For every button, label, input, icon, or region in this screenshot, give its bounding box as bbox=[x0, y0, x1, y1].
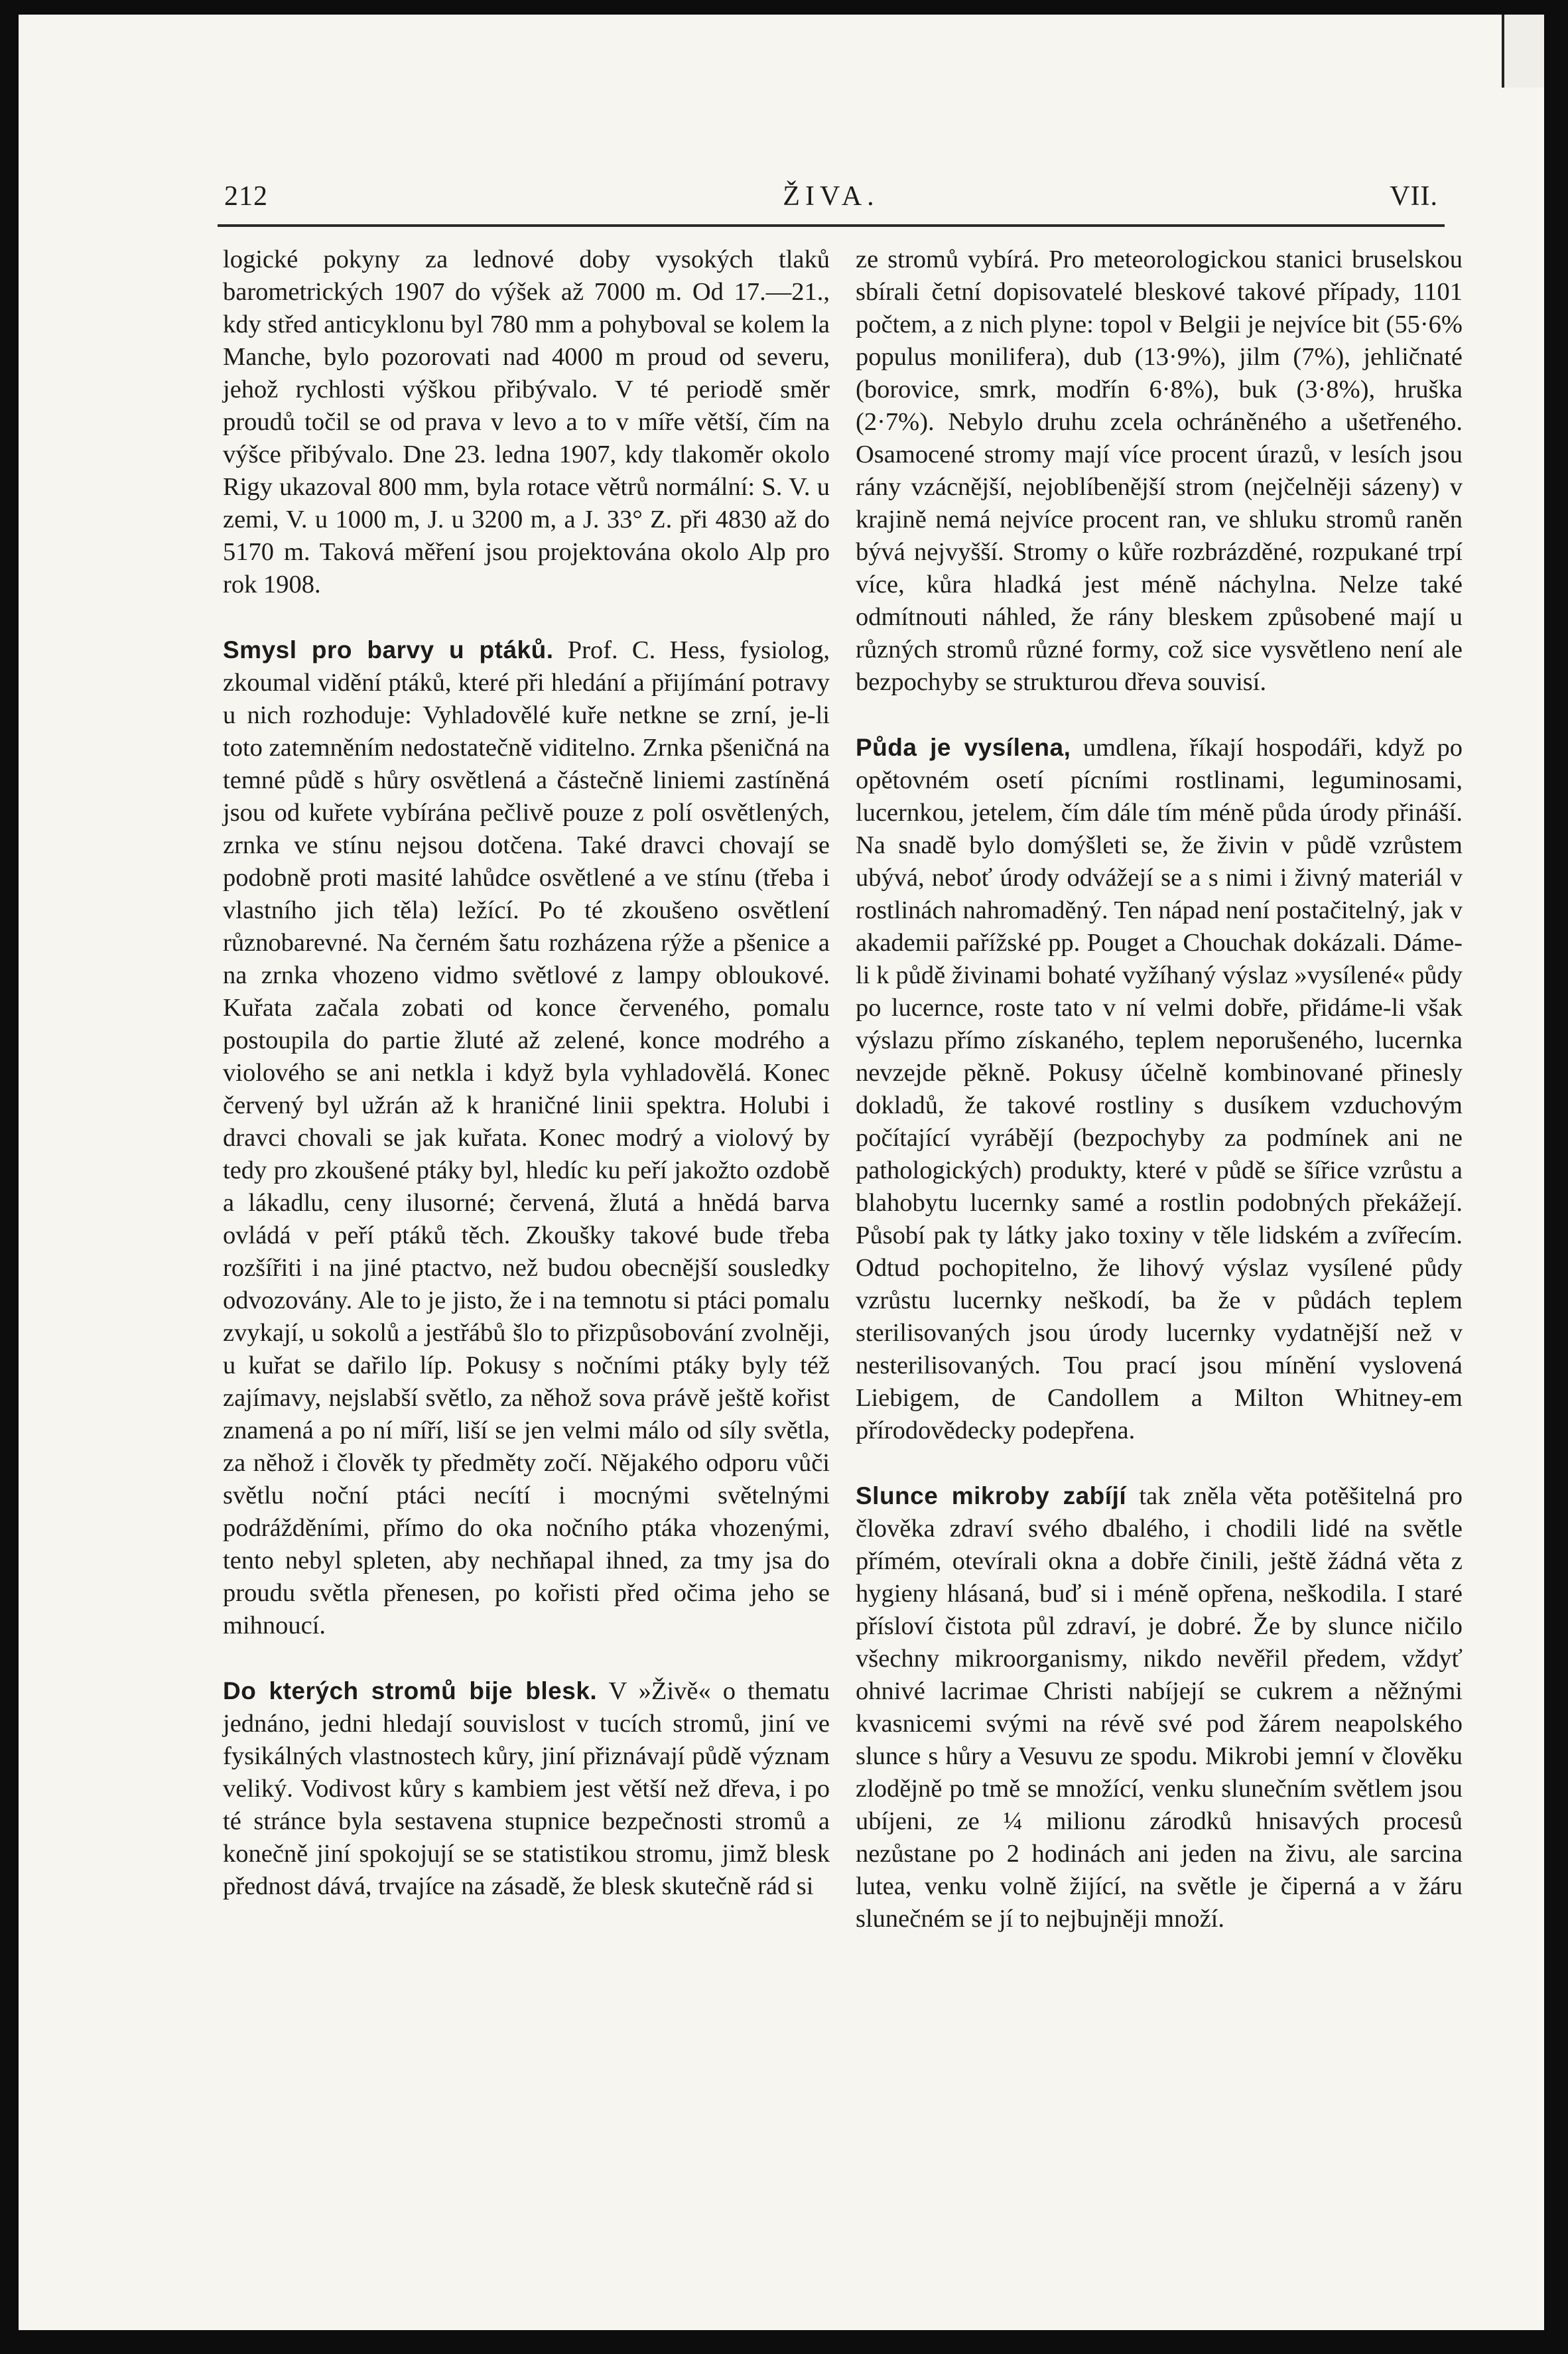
section-heading: Půda je vysílena, bbox=[856, 734, 1071, 761]
header-rule bbox=[218, 224, 1445, 227]
volume-number: VII. bbox=[1390, 181, 1438, 212]
paragraph-meteorology: logické pokyny za lednové doby vysokých tlaků barometrických 1907 do výšek až 7000 m. Od 17.—21., kdy střed anticyklonu byl 780 mm a pohyboval se kolem la Manche, bylo pozorovati nad 4000 m proud od severu, jehož rychlosti výškou přibývalo. V té periodě směr proudů točil se od prava v levo a to v míře větší, čím na výšce přibývalo. Dne 23. ledna 1907, kdy tlakoměr okolo Rigy ukazoval 800 mm, byla rotace větrů normální: S. V. u zemi, V. u 1000 m, J. u 3200 m, a J. 33° Z. při 4830 až do 5170 m. Taková měření jsou projektována okolo Alp pro rok 1908. bbox=[223, 245, 830, 598]
section-text: tak zněla věta potěšitelná pro člověka zdraví svého dbalého, i chodili lidé na světle přímém, otevírali okna a dobře činili, ještě žádná věta z hygieny hlásaná, buď si i méně opřena, neškodila. I staré přísloví čistota půl zdraví, je dobré. Že by slunce ničilo všechny mikroorganismy, nikdo nevěřil předem, vždyť ohnivé lacrimae Christi nabíjejí se cukrem a něžnými kvasnicemi svými na révě své pod žárem neapolského slunce s hůry a Vesuvu ze spodu. Mikrobi jemní v člověku zlodějně po tmě se množící, venku slunečním světlem jsou ubíjeni, ze ¼ milionu zárodků hnisavých procesů nezůstane po 2 hodinách ani jeden na živu, ale sarcina lutea, venku volně žijící, na světle je čiperná a v žáru slunečném se jí to nejbujněji množí. bbox=[856, 1482, 1463, 1933]
section-text: Prof. C. Hess, fysiolog, zkoumal vidění ptáků, které při hledání a přijímání potravy u nich rozhoduje: Vyhladovělé kuře netkne se zrní, je-li toto zatemněním nedostatečně viditelno. Zrnka pšeničná na temné půdě s hůry osvětlená a částečně liniemi zastíněná jsou od kuřete vybírána pečlivě pouze z polí osvětlených, zrnka ve stínu nejsou dotčena. Také dravci chovají se podobně proti masité lahůdce osvětlené a ve stínu (třeba i vlastního jich těla) ležící. Po té zkoušeno osvětlení různobarevné. Na černém šatu rozházena rýže a pšenice a na zrnka vhozeno vidmo světlové z lampy obloukové. Kuřata začala zobati od konce červeného, pomalu postoupila do partie žluté až zelené, konce modrého a violového se ani netkla i když byla vyhladovělá. Konec červený byl užrán až k hraničné linii spektra. Holubi i dravci chovali se jak kuřata. Konec modrý a violový by tedy pro zkoušené ptáky byl, hledíc ku peří jakožto ozdobě a lákadlu, ceny ilusorné; červená, žlutá a hnědá barva ovládá v peří ptáků těch. Zkoušky takové bude třeba rozšířiti i na jiné ptactvo, než budou obecnější sousledky odvozovány. Ale to je jisto, že i na temnotu si ptáci pomalu zvykají, u sokolů a jestřábů šlo to přizpůsobování zvolněji, u kuřat se dařilo líp. Pokusy s nočními ptáky byly též zajímavy, nejslabší světlo, za něhož sova právě ještě kořist znamená a po ní míří, liší se jen velmi málo od síly světla, za něhož i člověk ty předměty zočí. Nějakého odporu vůči světlu noční ptáci necítí i mocnými světelnými podrážděními, přímo do oka nočního ptáka vhozenými, tento nebyl spleten, aby nechňapal ihned, za tmy jsa do proudu světla přenesen, po kořisti před očima jeho se mihnoucí. bbox=[223, 636, 830, 1639]
section-heading: Slunce mikroby zabíjí bbox=[856, 1482, 1127, 1509]
page-scan bbox=[19, 15, 1544, 2330]
section-heading: Do kterých stromů bije blesk. bbox=[223, 1677, 598, 1704]
page-number: 212 bbox=[224, 181, 268, 212]
section-text: V »Živě« o thematu jednáno, jedni hledají souvislost v tucích stromů, jiní ve fysikálných vlastnostech kůry, jiní přiznávají půdě význam veliký. Vodivost kůry s kambiem jest větší než dřeva, i po té stránce byla sestavena stupnice bezpečnosti stromů a konečně jiní spokojují se se statistikou stromu, jimž blesk přednost dává, trvajíce na zásadě, že blesk skutečně rád si bbox=[223, 1677, 830, 1900]
right-column bbox=[856, 243, 1463, 1935]
section-heading: Smysl pro barvy u ptáků. bbox=[223, 636, 554, 663]
paragraph-lightning-continued: ze stromů vybírá. Pro meteorologickou stanici bruselskou sbírali četní dopisovatelé bleskové takové případy, 1101 počtem, a z nich plyne: topol v Belgii je nejvíce bit (55·6% populus monilifera), dub (13·9%), jilm (7%), jehličnaté (borovice, smrk, modřín 6·8%), buk (3·8%), hruška (2·7%). Nebylo druhu zcela ochráněného a ušetřeného. Osamocené stromy mají více procent úrazů, v lesích jsou rány vzácnější, nejoblíbenější strom (nejčelněji sázeny) v krajině nemá nejvíce procent ran, ve shluku stromů raněn bývá nejvyšší. Stromy o kůře rozbrázděné, rozpukané trpí více, kůra hladká jest méně náchylna. Nelze také odmítnouti náhled, že rány bleskem způsobené mají u různých stromů různé formy, což sice vysvětleno není ale bezpochyby se strukturou dřeva souvisí. bbox=[856, 245, 1463, 696]
section-text: umdlena, říkají hospodáři, když po opětovném osetí pícními rostlinami, leguminosami, lucernkou, jetelem, čím dále tím méně půda úrody přináší. Na snadě bylo domýšleti se, že živin v půdě vzrůstem ubývá, neboť úrody odvážejí se a s nimi i živný materiál v rostlinách nahromaděný. Ten nápad není postačitelný, jak v akademii pařížské pp. Pouget a Chouchak dokázali. Dáme-li k půdě živinami bohaté vyžíhaný výslaz »vysílené« půdy po lucernce, roste tato v ní velmi dobře, přidáme-li však výslazu přímo získaného, teplem neporušeného, lucernka nevzejde pěkně. Pokusy účelně kombinované přinesly dokladů, že takové rostliny s dusíkem vzduchovým počítající vyrábějí (bezpochyby za podmínek ani ne pathologických) produkty, které v půdě se šířice vzrůstu a blahobytu lucernky samé a rostlin podobných překážejí. Působí pak ty látky jako toxiny v těle lidském a zvířecím. Odtud pochopitelno, že lihový výslaz vysílené půdy vzrůstu lucernky neškodí, ba že v půdách teplem sterilisovaných jsou úrody lucernky vydatnější než v nesterilisovaných. Tou prací jsou mínění vyslovená Liebigem, de Candollem a Milton Whitney-em přírodovědecky podepřena. bbox=[856, 734, 1463, 1444]
page-header bbox=[224, 180, 1438, 220]
left-column bbox=[223, 243, 830, 1903]
journal-title: ŽIVA. bbox=[783, 181, 880, 212]
section-exhausted-soil bbox=[856, 731, 1463, 1447]
section-sun-microbes bbox=[856, 1480, 1463, 1935]
section-birds-color bbox=[223, 634, 830, 1642]
page-edge-tab bbox=[1502, 15, 1544, 88]
section-lightning-trees bbox=[223, 1675, 830, 1903]
